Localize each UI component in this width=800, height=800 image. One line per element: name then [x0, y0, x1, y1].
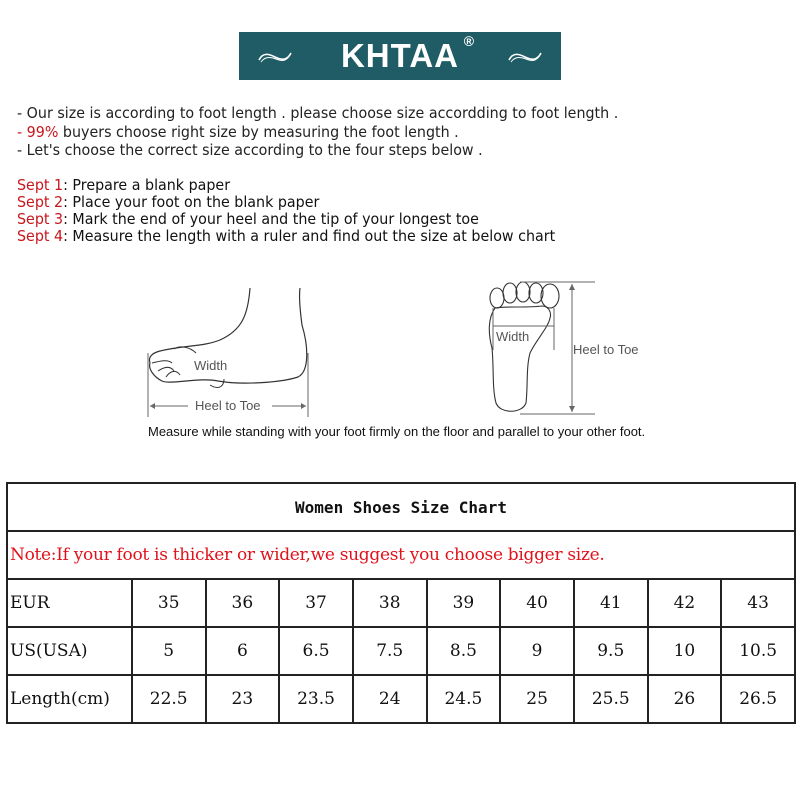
- table-cell: 26.5: [721, 675, 795, 723]
- step-label: Sept 2: [17, 193, 64, 211]
- top-view-foot-diagram: [480, 278, 660, 418]
- intro-line-1: - Our size is according to foot length . please choose size accordding to foot length .: [17, 104, 619, 122]
- side-width-label: Width: [194, 358, 228, 373]
- table-cell: 24: [353, 675, 427, 723]
- step-2: [17, 194, 555, 211]
- step-text: : Prepare a blank paper: [63, 176, 231, 194]
- chart-title: Women Shoes Size Chart: [7, 483, 795, 531]
- brand-name: [340, 33, 476, 75]
- step-label: Sept 3: [17, 210, 64, 228]
- table-row-eur: [7, 579, 795, 627]
- table-cell: 42: [648, 579, 722, 627]
- table-cell: 41: [574, 579, 648, 627]
- table-cell: 7.5: [353, 627, 427, 675]
- registered-mark: ®: [463, 33, 476, 49]
- table-cell: 25: [500, 675, 574, 723]
- step-label: Sept 1: [17, 176, 64, 194]
- table-row-us: [7, 627, 795, 675]
- table-cell: 37: [279, 579, 353, 627]
- step-text: : Place your foot on the blank paper: [63, 193, 320, 211]
- table-cell: 9: [500, 627, 574, 675]
- intro-text: [17, 104, 671, 160]
- side-length-label: Heel to Toe: [195, 398, 261, 413]
- table-cell: 25.5: [574, 675, 648, 723]
- swirl-ornament-icon: [505, 44, 545, 68]
- table-cell: 35: [132, 579, 206, 627]
- chart-note: Note:If your foot is thicker or wider,we suggest you choose bigger size.: [7, 531, 795, 579]
- table-cell: 8.5: [427, 627, 501, 675]
- step-1: [17, 177, 555, 194]
- side-view-foot-diagram: [140, 285, 320, 420]
- step-4: [17, 228, 555, 245]
- table-cell: 9.5: [574, 627, 648, 675]
- swirl-ornament-icon: [255, 44, 295, 68]
- row-header: EUR: [7, 579, 132, 627]
- title-row: [7, 483, 795, 531]
- table-cell: 36: [206, 579, 280, 627]
- note-row: [7, 531, 795, 579]
- top-width-label: Width: [496, 329, 530, 344]
- table-cell: 40: [500, 579, 574, 627]
- brand-banner: [239, 32, 561, 80]
- table-cell: 5: [132, 627, 206, 675]
- table-cell: 22.5: [132, 675, 206, 723]
- intro-line-3: - Let's choose the correct size according to the four steps below .: [17, 141, 483, 159]
- row-header: US(USA): [7, 627, 132, 675]
- table-cell: 39: [427, 579, 501, 627]
- table-cell: 38: [353, 579, 427, 627]
- step-text: : Mark the end of your heel and the tip of your longest toe: [63, 210, 479, 228]
- intro-line-2-text: buyers choose right size by measuring the foot length .: [58, 122, 459, 141]
- intro-line-2: [17, 123, 618, 142]
- steps-list: [17, 177, 602, 245]
- table-cell: 24.5: [427, 675, 501, 723]
- step-3: [17, 211, 555, 228]
- size-chart-table: [6, 482, 796, 724]
- table-cell: 26: [648, 675, 722, 723]
- top-length-label: Heel to Toe: [573, 342, 639, 357]
- table-cell: 6: [206, 627, 280, 675]
- table-cell: 43: [721, 579, 795, 627]
- table-row-length: [7, 675, 795, 723]
- intro-highlight: - 99%: [17, 122, 59, 141]
- measure-caption: Measure while standing with your foot firmly on the floor and parallel to your other foot.: [148, 424, 646, 439]
- table-cell: 10: [648, 627, 722, 675]
- step-text: : Measure the length with a ruler and find out the size at below chart: [63, 227, 556, 245]
- table-cell: 6.5: [279, 627, 353, 675]
- table-cell: 23.5: [279, 675, 353, 723]
- table-cell: 23: [206, 675, 280, 723]
- brand-text: KHTAA: [340, 37, 460, 74]
- row-header: Length(cm): [7, 675, 132, 723]
- table-cell: 10.5: [721, 627, 795, 675]
- step-label: Sept 4: [17, 227, 64, 245]
